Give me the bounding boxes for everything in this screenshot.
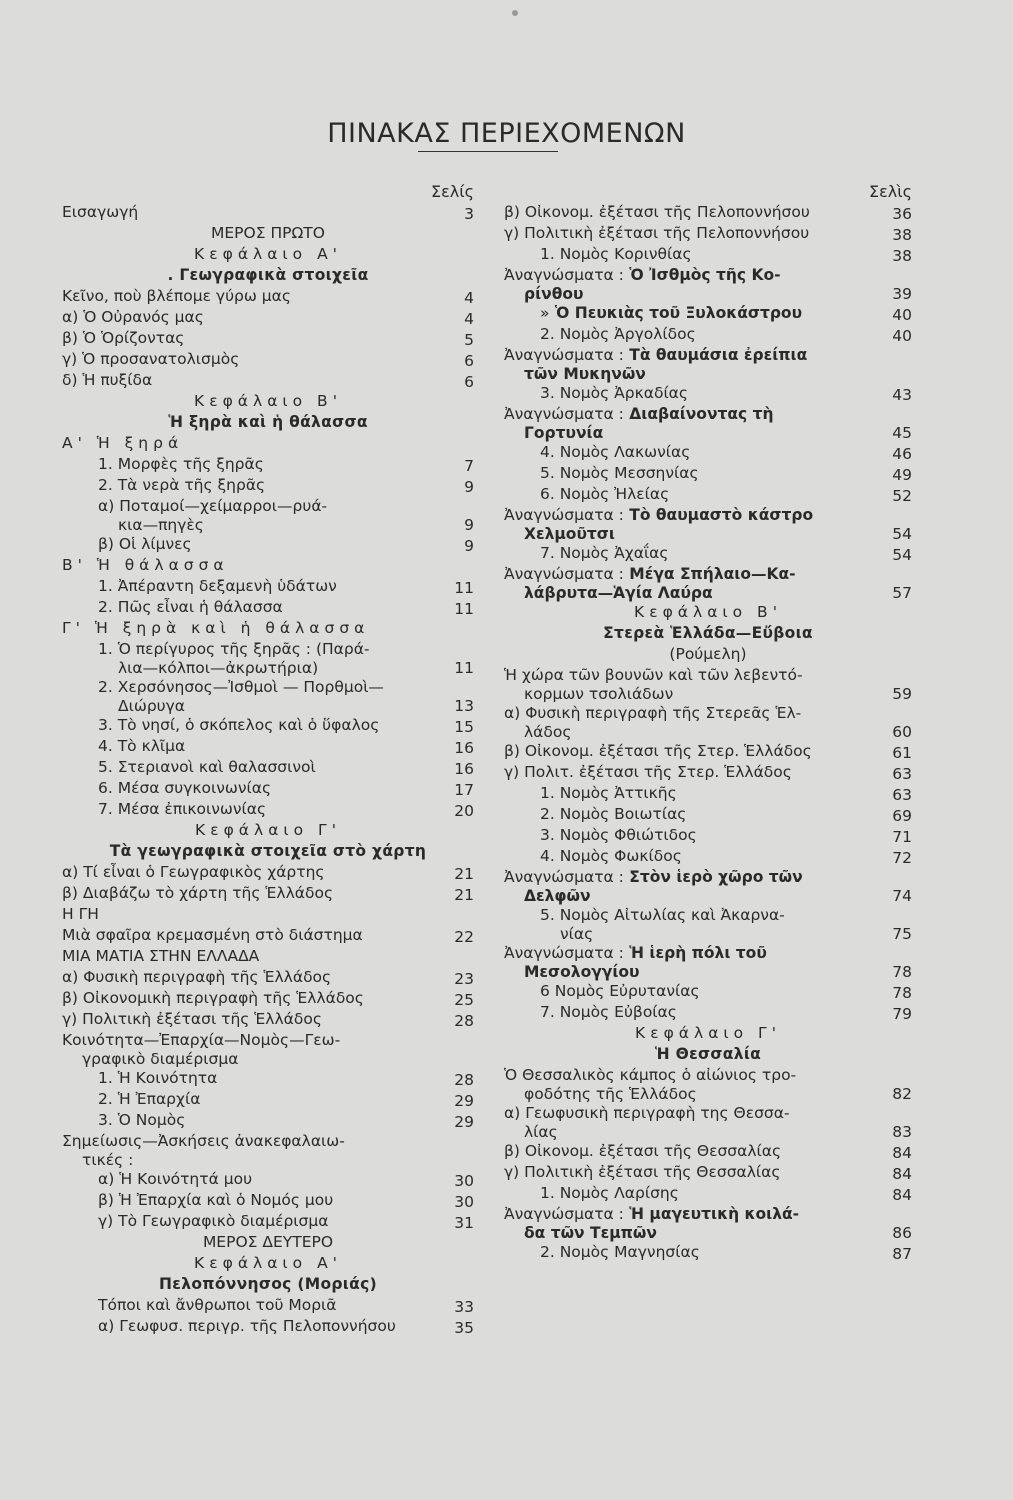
- toc-entry: [504, 704, 912, 742]
- toc-page-number: 35: [454, 1319, 474, 1337]
- toc-entry-title: β) Οἰκονομικὴ περιγραφὴ τῆς Ἑλλάδος: [62, 989, 364, 1007]
- toc-entry-title: Κεῖνο, ποὺ βλέπομε γύρω μας: [62, 287, 291, 305]
- toc-entry-title: 4. Νομὸς Φωκίδος: [540, 847, 682, 865]
- toc-entry-title: 2. Νομὸς Μαγνησίας: [540, 1243, 700, 1261]
- toc-entry: [504, 805, 912, 826]
- toc-entry: [504, 443, 912, 464]
- toc-entry: [62, 619, 474, 640]
- toc-entry: [504, 266, 912, 304]
- toc-entry-title: 3. Ὁ Νομὸς: [98, 1111, 186, 1129]
- toc-entry-continuation: Γορτυνία: [524, 424, 604, 442]
- toc-page-number: 13: [454, 697, 474, 715]
- toc-entry-title: Κοινότητα—Ἐπαρχία—Νομὸς—Γεω-: [62, 1031, 341, 1049]
- toc-page-number: 74: [892, 887, 912, 905]
- toc-entry-title: Ἀναγνώσματα : Ὁ Ἰσθμὸς τῆς Κο-: [504, 266, 781, 284]
- toc-entry: [62, 1069, 474, 1090]
- toc-entry: [504, 666, 912, 704]
- toc-entry: [62, 640, 474, 678]
- toc-page-number: 63: [892, 786, 912, 804]
- toc-page-number: 38: [892, 247, 912, 265]
- toc-entry: [62, 1191, 474, 1212]
- toc-entry-continuation: τικές :: [82, 1151, 134, 1169]
- toc-page-number: 5: [464, 331, 474, 349]
- toc-page-number: 9: [464, 516, 474, 534]
- toc-entry: [62, 266, 474, 287]
- toc-page-number: 43: [892, 386, 912, 404]
- toc-entry: [504, 1184, 912, 1205]
- toc-entry: [62, 800, 474, 821]
- toc-page-number: 84: [892, 1186, 912, 1204]
- toc-entry-title: 5. Στεριανοὶ καὶ θαλασσινοὶ: [98, 758, 316, 776]
- toc-entry-title: Κεφάλαιο Β': [634, 603, 782, 621]
- toc-entry-title: 1. Ἀπέραντη δεξαμενὴ ὑδάτων: [98, 577, 337, 595]
- toc-page-number: 31: [454, 1214, 474, 1232]
- toc-entry: [62, 1254, 474, 1275]
- toc-entry-title: 5. Νομὸς Αἰτωλίας καὶ Ἀκαρνα-: [540, 906, 785, 924]
- toc-entry-title: α) Τί εἶναι ὁ Γεωγραφικὸς χάρτης: [62, 863, 325, 881]
- toc-entry: [504, 906, 912, 944]
- toc-entry: [504, 1243, 912, 1264]
- toc-entry: [62, 1275, 474, 1296]
- toc-page-number: 46: [892, 445, 912, 463]
- toc-entry: [504, 544, 912, 565]
- toc-page-number: 69: [892, 807, 912, 825]
- toc-entry: [62, 413, 474, 434]
- ink-speck: [512, 10, 518, 16]
- toc-entry: [504, 346, 912, 384]
- toc-page-number: 40: [892, 306, 912, 324]
- toc-entry: [62, 392, 474, 413]
- toc-entry-title: 1. Νομὸς Κορινθίας: [540, 245, 692, 263]
- toc-entry-title: Πελοπόννησος (Μοριάς): [159, 1275, 377, 1293]
- toc-entry-title: α) Ὁ Οὐρανός μας: [62, 308, 204, 326]
- toc-entry-title: Τὰ γεωγραφικὰ στοιχεῖα στὸ χάρτη: [109, 842, 427, 860]
- toc-entry: [504, 405, 912, 443]
- toc-entry-title: Τόποι καὶ ἄνθρωποι τοῦ Μοριᾶ: [98, 1296, 337, 1314]
- toc-entry: [504, 1024, 912, 1045]
- toc-entry: [62, 1212, 474, 1233]
- toc-entry: [62, 577, 474, 598]
- toc-entry: [62, 598, 474, 619]
- toc-entry: [504, 784, 912, 805]
- toc-page-number: 63: [892, 765, 912, 783]
- toc-entry: [62, 821, 474, 842]
- toc-entry-continuation: φοδότης τῆς Ἑλλάδος: [524, 1085, 697, 1103]
- toc-entry-title: α) Ποταμοί—χείμαρροι—ρυά-: [98, 497, 328, 515]
- toc-entry-title: Σελίς: [430, 182, 474, 201]
- toc-page-number: 9: [464, 537, 474, 555]
- toc-entry: [62, 1317, 474, 1338]
- toc-entry-title: γ) Τὸ Γεωγραφικὸ διαμέρισμα: [98, 1212, 329, 1230]
- toc-entry: [62, 329, 474, 350]
- toc-entry: [504, 603, 912, 624]
- toc-entry-title: γ) Πολιτ. ἐξέτασι τῆς Στερ. Ἑλλάδος: [504, 763, 792, 781]
- toc-entry-title: 7. Νομὸς Εὐβοίας: [540, 1003, 677, 1021]
- toc-page-number: 54: [892, 546, 912, 564]
- toc-entry: [504, 203, 912, 224]
- toc-entry: [62, 947, 474, 968]
- toc-entry: [504, 742, 912, 763]
- toc-page-number: 11: [454, 600, 474, 618]
- toc-entry-title: Ἀναγνώσματα : Ἡ μαγευτικὴ κοιλά-: [504, 1205, 800, 1223]
- toc-entry: [62, 1170, 474, 1191]
- toc-entry-title: 4. Τὸ κλῖμα: [98, 737, 186, 755]
- toc-page-number: 29: [454, 1092, 474, 1110]
- toc-entry-continuation: λάβρυτα—Ἁγία Λαύρα: [524, 584, 713, 602]
- toc-entry: [62, 863, 474, 884]
- toc-entry: [62, 1010, 474, 1031]
- toc-entry-title: 1. Ἡ Κοινότητα: [98, 1069, 218, 1087]
- toc-entry: [504, 826, 912, 847]
- toc-entry: [62, 350, 474, 371]
- toc-entry-title: Κεφάλαιο Γ': [195, 821, 341, 839]
- toc-entry: [62, 203, 474, 224]
- toc-entry-title: β) Ὁ Ὁρίζοντας: [62, 329, 185, 347]
- toc-entry-title: Ἡ χώρα τῶν βουνῶν καὶ τῶν λεβεντό-: [504, 666, 803, 684]
- toc-page-number: 72: [892, 849, 912, 867]
- toc-entry-title: Κεφάλαιο Α': [194, 245, 342, 263]
- toc-entry: [504, 182, 912, 203]
- toc-entry-continuation: κια—πηγὲς: [118, 516, 204, 534]
- toc-entry-title: Στερεὰ Ἑλλάδα—Εὔβοια: [603, 624, 813, 642]
- toc-entry-title: Η ΓΗ: [62, 905, 99, 923]
- toc-page-number: 60: [892, 723, 912, 741]
- toc-page-number: 54: [892, 525, 912, 543]
- toc-entry: [504, 1205, 912, 1243]
- page-title: ΠΙΝΑΚΑΣ ΠΕΡΙΕΧΟΜΕΝΩΝ: [327, 118, 686, 150]
- toc-entry-title: β) Οἰκονομ. ἐξέτασι τῆς Στερ. Ἑλλάδος: [504, 742, 812, 760]
- toc-entry-continuation: κορμων τσολιάδων: [524, 685, 674, 703]
- toc-entry-title: . Γεωγραφικὰ στοιχεῖα: [167, 266, 369, 284]
- toc-entry: [62, 434, 474, 455]
- toc-entry-title: 2. Πῶς εἶναι ἡ θάλασσα: [98, 598, 283, 616]
- toc-page-number: 38: [892, 226, 912, 244]
- toc-entry-title: Κεφάλαιο Β': [194, 392, 342, 410]
- title-rule: [418, 151, 558, 152]
- toc-page-number: 79: [892, 1005, 912, 1023]
- toc-entry: [504, 565, 912, 603]
- toc-entry-title: α) Φυσικὴ περιγραφὴ τῆς Στερεᾶς Ἑλ-: [504, 704, 802, 722]
- toc-entry: [504, 1066, 912, 1104]
- toc-entry: [62, 884, 474, 905]
- toc-page-number: 83: [892, 1123, 912, 1141]
- toc-entry: [62, 476, 474, 497]
- toc-entry-continuation: Διώρυγα: [118, 697, 186, 715]
- toc-page-number: 15: [454, 718, 474, 736]
- toc-entry: [504, 1045, 912, 1066]
- toc-entry-continuation: νίας: [560, 925, 594, 943]
- toc-entry: [62, 556, 474, 577]
- toc-entry: [62, 1132, 474, 1170]
- toc-entry: [62, 989, 474, 1010]
- toc-entry: [504, 224, 912, 245]
- toc-entry-title: α) Φυσικὴ περιγραφὴ τῆς Ἑλλάδος: [62, 968, 332, 986]
- toc-entry-title: Κεφάλαιο Γ': [635, 1024, 781, 1042]
- toc-page-number: 84: [892, 1165, 912, 1183]
- toc-entry: [62, 1031, 474, 1069]
- toc-entry-continuation: λίας: [524, 1123, 558, 1141]
- toc-entry-title: Σημείωσις—Ἀσκήσεις ἀνακεφαλαιω-: [62, 1132, 345, 1150]
- toc-entry: [62, 1233, 474, 1254]
- toc-entry: [62, 926, 474, 947]
- toc-page-number: 84: [892, 1144, 912, 1162]
- toc-entry-title: γ) Πολιτικὴ ἐξέτασι τῆς Πελοποννήσου: [504, 224, 810, 242]
- toc-entry-title: β) Ἡ Ἐπαρχία καὶ ὁ Νομός μου: [98, 1191, 334, 1209]
- toc-page-number: 30: [454, 1193, 474, 1211]
- toc-entry-title: γ) Πολιτικὴ ἐξέτασι τῆς Ἑλλάδος: [62, 1010, 322, 1028]
- toc-entry-title: » Ὁ Πευκιὰς τοῦ Ξυλοκάστρου: [540, 304, 803, 322]
- toc-entry-title: Κεφάλαιο Α': [194, 1254, 342, 1272]
- toc-page-number: 87: [892, 1245, 912, 1263]
- toc-entry-title: α) Γεωφυσ. περιγρ. τῆς Πελοποννήσου: [98, 1317, 396, 1335]
- toc-page-number: 71: [892, 828, 912, 846]
- toc-entry-continuation: Δελφῶν: [524, 887, 591, 905]
- toc-page-number: 16: [454, 739, 474, 757]
- toc-entry: [504, 1163, 912, 1184]
- toc-page-number: 59: [892, 685, 912, 703]
- toc-entry: [62, 308, 474, 329]
- toc-page-number: 20: [454, 802, 474, 820]
- toc-entry: [504, 1003, 912, 1024]
- toc-page-number: 39: [892, 285, 912, 303]
- toc-page-number: 86: [892, 1224, 912, 1242]
- toc-page-number: 22: [454, 928, 474, 946]
- toc-entry: [62, 678, 474, 716]
- toc-page-number: 21: [454, 865, 474, 883]
- toc-entry-title: Ἀναγνώσματα : Στὸν ἱερὸ χῶρο τῶν: [504, 868, 803, 886]
- toc-page-number: 17: [454, 781, 474, 799]
- toc-page-number: 49: [892, 466, 912, 484]
- toc-page-number: 45: [892, 424, 912, 442]
- toc-entry: [504, 982, 912, 1003]
- toc-entry: [504, 763, 912, 784]
- toc-entry-continuation: Χελμοῦτσι: [524, 525, 615, 543]
- toc-page-number: 11: [454, 579, 474, 597]
- toc-entry: [62, 245, 474, 266]
- toc-page-number: 61: [892, 744, 912, 762]
- toc-entry-title: Ἀναγνώσματα : Μέγα Σπήλαιο—Κα-: [504, 565, 796, 583]
- toc-page-number: 16: [454, 760, 474, 778]
- toc-page-number: 9: [464, 478, 474, 496]
- toc-page-number: 4: [464, 310, 474, 328]
- toc-entry: [62, 287, 474, 308]
- toc-page-number: 40: [892, 327, 912, 345]
- toc-entry: [504, 325, 912, 346]
- toc-entry-title: β) Οἱ λίμνες: [98, 535, 192, 553]
- toc-entry: [504, 868, 912, 906]
- toc-entry: [62, 371, 474, 392]
- toc-entry-continuation: γραφικὸ διαμέρισμα: [82, 1050, 239, 1068]
- toc-entry-continuation: Μεσολογγίου: [524, 963, 640, 981]
- toc-entry-continuation: λια—κόλποι—ἀκρωτήρια): [118, 659, 319, 677]
- toc-entry-title: Ὁ Θεσσαλικὸς κάμπος ὁ αἰώνιος τρο-: [504, 1066, 797, 1084]
- toc-entry: [62, 779, 474, 800]
- toc-entry-title: 7. Νομὸς Ἀχαΐας: [540, 544, 669, 562]
- toc-entry: [504, 304, 912, 325]
- toc-entry-title: β) Οἰκονομ. ἐξέτασι τῆς Πελοποννήσου: [504, 203, 810, 221]
- toc-entry-title: 2. Τὰ νερὰ τῆς ξηρᾶς: [98, 476, 266, 494]
- toc-page-number: 33: [454, 1298, 474, 1316]
- toc-entry: [62, 905, 474, 926]
- toc-entry: [504, 464, 912, 485]
- toc-page-number: 6: [464, 352, 474, 370]
- toc-entry-title: ΜΙΑ ΜΑΤΙΑ ΣΤΗΝ ΕΛΛΑΔΑ: [62, 947, 260, 965]
- toc-entry-title: 6. Νομὸς Ἠλείας: [540, 485, 670, 503]
- toc-page-number: 25: [454, 991, 474, 1009]
- toc-entry: [62, 1111, 474, 1132]
- toc-entry: [62, 737, 474, 758]
- toc-entry-title: 2. Νομὸς Ἀργολίδος: [540, 325, 696, 343]
- toc-entry: [62, 224, 474, 245]
- toc-page-number: 30: [454, 1172, 474, 1190]
- toc-entry-title: δ) Ἡ πυξίδα: [62, 371, 153, 389]
- toc-entry-title: γ) Ὁ προσανατολισμὸς: [62, 350, 240, 368]
- toc-entry-title: ΜΕΡΟΣ ΔΕΥΤΕΡΟ: [202, 1233, 334, 1251]
- toc-entry-title: γ) Πολιτικὴ ἐξέτασι τῆς Θεσσαλίας: [504, 1163, 781, 1181]
- toc-page-number: 82: [892, 1085, 912, 1103]
- toc-entry-continuation: ρίνθου: [524, 285, 584, 303]
- toc-entry-title: 6 Νομὸς Εὐρυτανίας: [540, 982, 700, 1000]
- toc-entry: [62, 1090, 474, 1111]
- toc-entry: [504, 506, 912, 544]
- toc-page-number: 3: [464, 205, 474, 223]
- toc-entry-title: ΜΕΡΟΣ ΠΡΩΤΟ: [211, 224, 325, 242]
- toc-entry: [62, 1296, 474, 1317]
- toc-entry-title: 1. Νομὸς Λαρίσης: [540, 1184, 679, 1202]
- toc-entry-continuation: λάδος: [524, 723, 572, 741]
- toc-entry-title: Ἡ Θεσσαλία: [654, 1045, 762, 1063]
- toc-entry: [62, 758, 474, 779]
- toc-entry-title: 2. Νομὸς Βοιωτίας: [540, 805, 687, 823]
- toc-entry-title: 7. Μέσα ἐπικοινωνίας: [98, 800, 267, 818]
- toc-page-number: 29: [454, 1113, 474, 1131]
- toc-entry: [62, 455, 474, 476]
- toc-entry-title: 1. Ὁ περίγυρος τῆς ξηρᾶς : (Παρά-: [98, 640, 370, 658]
- toc-page-number: 36: [892, 205, 912, 223]
- toc-entry-title: β) Διαβάζω τὸ χάρτη τῆς Ἑλλάδος: [62, 884, 334, 902]
- toc-page-number: 28: [454, 1012, 474, 1030]
- toc-entry: [62, 968, 474, 989]
- toc-entry-title: Σελὶς: [868, 182, 912, 201]
- left-column: [62, 182, 474, 1338]
- toc-entry-title: 1. Νομὸς Ἀττικῆς: [540, 784, 677, 802]
- toc-entry-title: Εισαγωγή: [62, 203, 139, 221]
- toc-entry-title: 4. Νομὸς Λακωνίας: [540, 443, 691, 461]
- toc-page-number: 28: [454, 1071, 474, 1089]
- toc-entry-title: Μιὰ σφαῖρα κρεμασμένη στὸ διάστημα: [62, 926, 363, 944]
- toc-entry-title: (Ρούμελη): [669, 645, 747, 663]
- toc-entry-title: Γ' Ἡ ξηρὰ καὶ ἡ θάλασσα: [62, 619, 370, 637]
- toc-entry: [62, 842, 474, 863]
- toc-entry-title: 3. Τὸ νησί, ὁ σκόπελος καὶ ὁ ὕφαλος: [98, 716, 380, 734]
- toc-page-number: 78: [892, 963, 912, 981]
- toc-page-number: 57: [892, 584, 912, 602]
- toc-entry: [504, 624, 912, 645]
- toc-page-number: 6: [464, 373, 474, 391]
- toc-page-number: 11: [454, 659, 474, 677]
- toc-entry-title: 5. Νομὸς Μεσσηνίας: [540, 464, 699, 482]
- toc-entry: [504, 944, 912, 982]
- toc-entry-title: Ἀναγνώσματα : Διαβαίνοντας τὴ: [504, 405, 774, 423]
- toc-entry: [62, 716, 474, 737]
- toc-entry: [504, 384, 912, 405]
- toc-entry: [504, 645, 912, 666]
- toc-entry-title: Β' Ἡ θάλασσα: [62, 556, 229, 574]
- toc-page-number: 23: [454, 970, 474, 988]
- toc-entry-title: Ἡ ξηρὰ καὶ ἡ θάλασσα: [168, 413, 368, 431]
- toc-entry-continuation: δα τῶν Τεμπῶν: [524, 1224, 657, 1242]
- toc-entry-continuation: τῶν Μυκηνῶν: [524, 365, 646, 383]
- toc-entry-title: Ἀναγνώσματα : Ἡ ἱερὴ πόλι τοῦ: [504, 944, 767, 962]
- toc-page-number: 4: [464, 289, 474, 307]
- toc-entry-title: 3. Νομὸς Ἀρκαδίας: [540, 384, 688, 402]
- toc-entry-title: β) Οἰκονομ. ἐξέτασι τῆς Θεσσαλίας: [504, 1142, 782, 1160]
- toc-entry: [504, 847, 912, 868]
- toc-page-number: 78: [892, 984, 912, 1002]
- toc-entry: [504, 1142, 912, 1163]
- toc-entry: [62, 182, 474, 203]
- toc-entry-title: Α' Ἡ ξηρά: [62, 434, 184, 452]
- toc-entry-title: α) Γεωφυσικὴ περιγραφὴ της Θεσσα-: [504, 1104, 790, 1122]
- toc-entry: [504, 1104, 912, 1142]
- toc-page-number: 75: [892, 925, 912, 943]
- toc-entry-title: 6. Μέσα συγκοινωνίας: [98, 779, 272, 797]
- toc-entry: [62, 497, 474, 535]
- right-column: [504, 182, 912, 1264]
- toc-entry-title: 2. Χερσόνησος—Ἰσθμοὶ — Πορθμοὶ—: [98, 678, 384, 696]
- toc-page-number: 52: [892, 487, 912, 505]
- toc-entry-title: Ἀναγνώσματα : Τὸ θαυμαστὸ κάστρο: [504, 506, 814, 524]
- toc-page-number: 21: [454, 886, 474, 904]
- toc-entry-title: Ἀναγνώσματα : Τὰ θαυμάσια ἐρείπια: [504, 346, 808, 364]
- toc-entry: [62, 535, 474, 556]
- toc-page-number: 7: [464, 457, 474, 475]
- toc-entry-title: 3. Νομὸς Φθιώτιδος: [540, 826, 697, 844]
- toc-entry: [504, 245, 912, 266]
- toc-entry-title: α) Ἡ Κοινότητά μου: [98, 1170, 253, 1188]
- toc-entry-title: 2. Ἡ Ἐπαρχία: [98, 1090, 201, 1108]
- toc-entry-title: 1. Μορφὲς τῆς ξηρᾶς: [98, 455, 264, 473]
- toc-entry: [504, 485, 912, 506]
